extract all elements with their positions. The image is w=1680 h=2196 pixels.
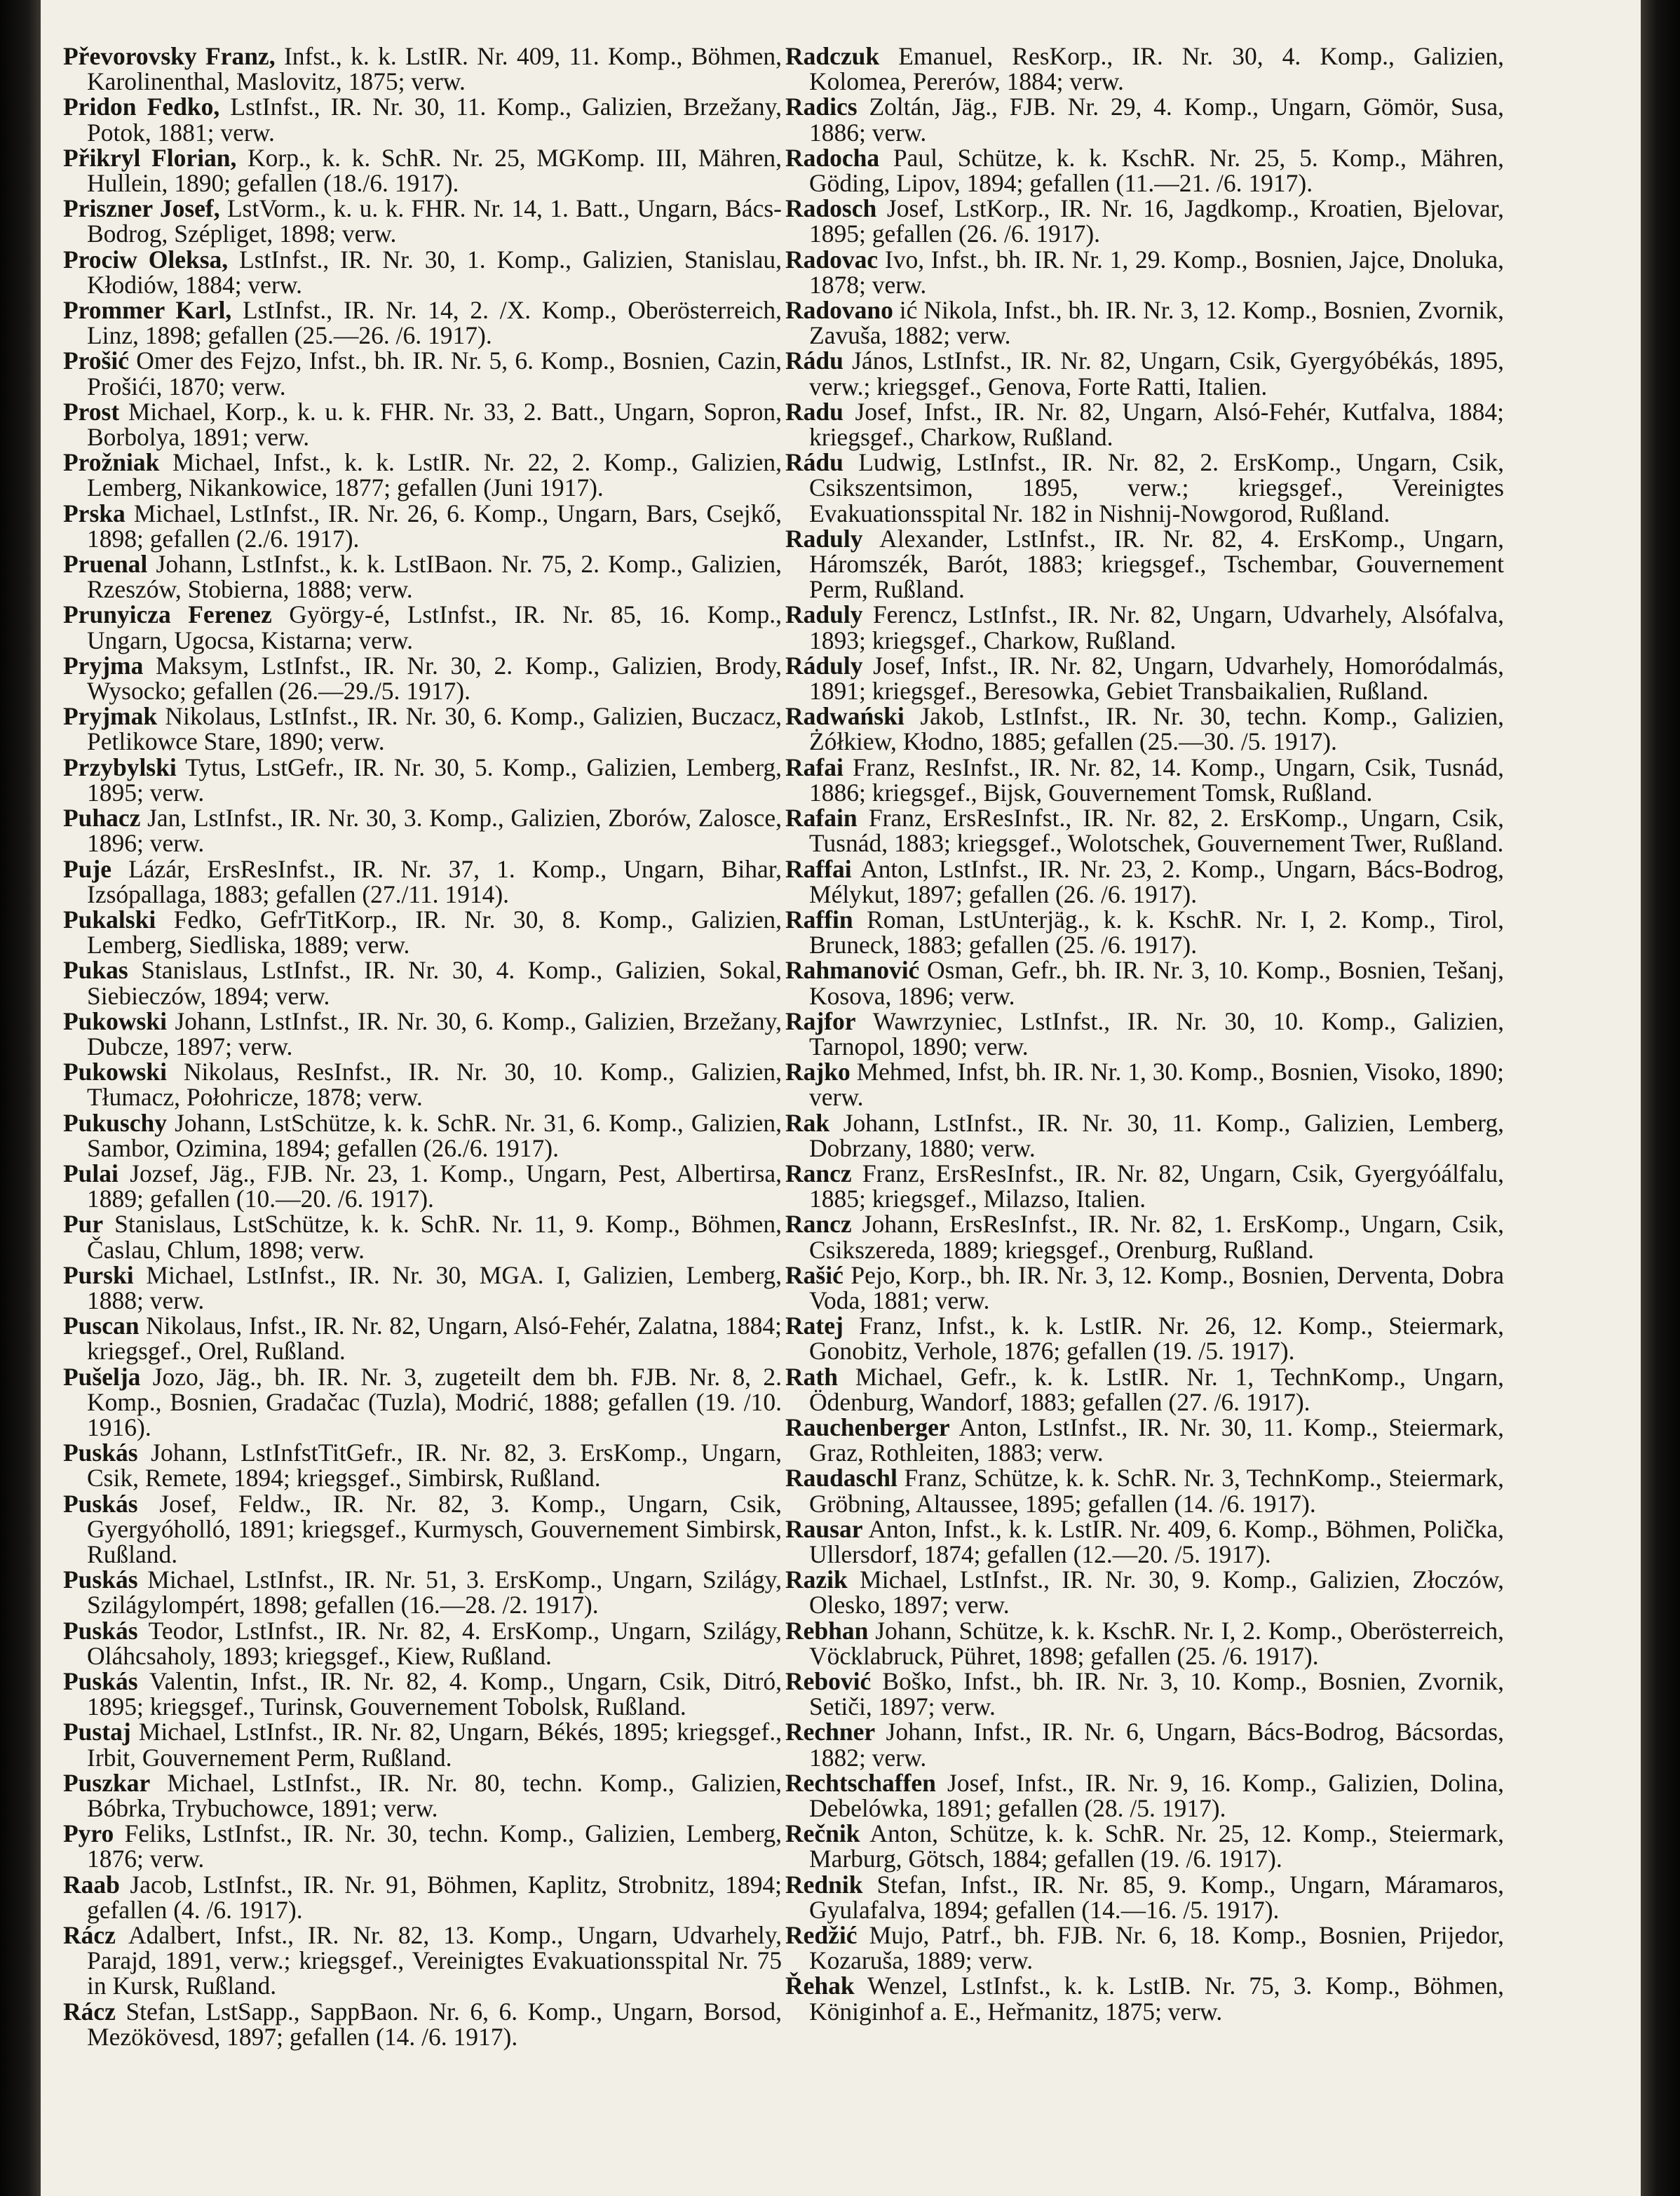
casualty-entry bbox=[785, 43, 1504, 94]
entry-surname: Puje bbox=[63, 854, 112, 883]
entry-details: Franz, Infst., k. k. LstIR. Nr. 26, 12. Komp., Steiermark, Gonobitz, Verhole, 1876; gefallen (19. /5. 1917). bbox=[809, 1312, 1504, 1366]
entry-details: Wenzel, LstInfst., k. k. LstIB. Nr. 75, 3. Komp., Böhmen, Königinhof a. E., Heřmanitz, 1875; verw. bbox=[809, 1972, 1504, 2026]
casualty-entry bbox=[785, 1415, 1504, 1465]
casualty-entry bbox=[785, 1516, 1504, 1567]
entry-surname: Prunyicza Ferenez bbox=[63, 600, 272, 629]
entry-details: Michael, Infst., k. k. LstIR. Nr. 22, 2. Komp., Galizien, Lemberg, Nikankowice, 1877; gefallen (Juni 1917). bbox=[87, 448, 782, 502]
entry-details: Infst., k. k. LstIR. Nr. 409, 11. Komp., Böhmen, Karolinenthal, Maslovitz, 1875; verw. bbox=[87, 42, 782, 96]
entry-surname: Rath bbox=[785, 1362, 838, 1391]
casualty-entry bbox=[63, 1439, 783, 1493]
casualty-entry bbox=[63, 1059, 782, 1110]
casualty-entry bbox=[785, 805, 1504, 856]
entry-details: Omer des Fejzo, Infst., bh. IR. Nr. 5, 6. Komp., Bosnien, Cazin, Prošići, 1870; verw. bbox=[87, 346, 783, 400]
right-column bbox=[785, 43, 1504, 2024]
entry-surname: Prska bbox=[63, 499, 126, 527]
entry-surname: Prociw Oleksa, bbox=[63, 245, 229, 274]
entry-surname: Rajfor bbox=[785, 1006, 856, 1035]
casualty-entry bbox=[785, 297, 1504, 348]
entry-details: Valentin, Infst., IR. Nr. 82, 4. Komp., Ungarn, Csik, Ditró, 1895; kriegsgef., Turinsk, Gouvernement Tobolsk, Rußland. bbox=[87, 1667, 782, 1721]
casualty-entry bbox=[785, 703, 1504, 754]
entry-details: Johann, Schütze, k. k. KschR. Nr. I, 2. Komp., Oberösterreich, Vöcklabruck, Pühret, 1898; gefallen (25. /6. 1917). bbox=[809, 1616, 1505, 1670]
entry-surname: Raduly bbox=[785, 524, 863, 553]
entry-details: Michael, LstInfst., IR. Nr. 30, 9. Komp., Galizien, Złoczów, Olesko, 1897; verw. bbox=[809, 1565, 1505, 1619]
entry-details: Stefan, LstSapp., SappBaon. Nr. 6, 6. Komp., Ungarn, Borsod, Mezökövesd, 1897; gefallen (14. /6. 1917). bbox=[87, 1997, 782, 2051]
entry-surname: Radosch bbox=[785, 194, 877, 223]
entry-surname: Rausar bbox=[785, 1514, 863, 1543]
entry-details: Josef, Feldw., IR. Nr. 82, 3. Komp., Ungarn, Csik, Gyergyóholló, 1891; kriegsgef., Kurmysch, Gouvernement Simbirsk, Rußland. bbox=[87, 1489, 782, 1568]
entry-details: Ferencz, LstInfst., IR. Nr. 82, Ungarn, Udvarhely, Alsófalva, 1893; kriegsgef., Charkow, Rußland. bbox=[809, 600, 1505, 654]
entry-surname: Raffin bbox=[785, 905, 853, 934]
entry-details: Nikolaus, LstInfst., IR. Nr. 30, 6. Komp., Galizien, Buczacz, Petlikowce Stare, 1890; verw. bbox=[87, 702, 783, 756]
entry-surname: Pridon Fedko, bbox=[63, 93, 220, 121]
casualty-entry bbox=[785, 399, 1504, 450]
entry-details: Johann, LstInfst., k. k. LstIBaon. Nr. 75, 2. Komp., Galizien, Rzeszów, Stobierna, 1888; verw. bbox=[87, 550, 783, 604]
casualty-entry bbox=[63, 93, 782, 147]
casualty-entry bbox=[63, 1312, 782, 1366]
casualty-entry bbox=[63, 247, 782, 297]
entry-surname: Ráduly bbox=[785, 651, 863, 680]
casualty-entry bbox=[63, 145, 782, 196]
casualty-entry bbox=[785, 1364, 1504, 1415]
entry-surname: Rafain bbox=[785, 804, 858, 833]
entry-surname: Rebhan bbox=[785, 1616, 869, 1645]
casualty-entry bbox=[785, 348, 1504, 398]
casualty-entry bbox=[63, 1999, 782, 2049]
casualty-entry bbox=[785, 651, 1504, 706]
entry-details: Michael, LstInfst., IR. Nr. 51, 3. ErsKomp., Ungarn, Szilágy, Szilágylompért, 1898; gefallen (16.—28. /2. 1917). bbox=[87, 1565, 783, 1619]
entry-details: Ludwig, LstInfst., IR. Nr. 82, 2. ErsKomp., Ungarn, Csik, Csikszentsimon, 1895, verw.; kriegsgef., Vereinigtes Evakuationsspital Nr. 182 in Nishnij-Nowgorod, Rußland. bbox=[809, 448, 1505, 527]
casualty-entry bbox=[63, 1922, 782, 1999]
entry-details: Boško, Infst., bh. IR. Nr. 3, 10. Komp., Bosnien, Zvornik, Setiči, 1897; verw. bbox=[809, 1667, 1504, 1721]
entry-details: Johann, ErsResInfst., IR. Nr. 82, 1. ErsKomp., Ungarn, Csik, Csikszereda, 1889; kriegsgef., Orenburg, Rußland. bbox=[809, 1210, 1505, 1264]
casualty-entry bbox=[63, 957, 782, 1008]
casualty-entry bbox=[785, 93, 1504, 147]
casualty-entry bbox=[63, 1006, 782, 1060]
entry-surname: Rácz bbox=[63, 1921, 116, 1950]
entry-details: Alexander, LstInfst., IR. Nr. 82, 4. ErsKomp., Ungarn, Háromszék, Barót, 1883; kriegsgef., Tschembar, Gouvernement Perm, Rußland. bbox=[809, 524, 1504, 604]
entry-details: Paul, Schütze, k. k. KschR. Nr. 25, 5. Komp., Mähren, Göding, Lipov, 1894; gefallen (11.—21. /6. 1917). bbox=[809, 143, 1505, 198]
casualty-entry bbox=[785, 526, 1504, 602]
entry-details: Anton, LstInfst., IR. Nr. 23, 2. Komp., Ungarn, Bács-Bodrog, Mélykut, 1897; gefallen (26. /6. 1917). bbox=[809, 854, 1504, 908]
entry-surname: Pryjmak bbox=[63, 702, 158, 731]
entry-surname: Puskás bbox=[63, 1667, 138, 1695]
entry-details: Wawrzyniec, LstInfst., IR. Nr. 30, 10. Komp., Galizien, Tarnopol, 1890; verw. bbox=[809, 1006, 1505, 1060]
entry-surname: Rancz bbox=[785, 1159, 852, 1187]
entry-surname: Puhacz bbox=[63, 804, 141, 833]
casualty-entry bbox=[785, 957, 1504, 1008]
entry-details: Josef, Infst., IR. Nr. 82, Ungarn, Udvarhely, Homoródalmás, 1891; kriegsgef., Beresowka, Gebiet Transbaikalien, Rußland. bbox=[809, 651, 1504, 706]
entry-surname: Rafai bbox=[785, 753, 844, 781]
entry-surname: Převorovsky Franz, bbox=[63, 42, 276, 70]
entry-details: Mehmed, Infst, bh. IR. Nr. 1, 30. Komp., Bosnien, Visoko, 1890; verw. bbox=[809, 1058, 1505, 1112]
casualty-entry bbox=[63, 907, 782, 957]
casualty-entry bbox=[63, 1567, 782, 1617]
entry-surname: Prošić bbox=[63, 346, 129, 375]
casualty-entry bbox=[785, 247, 1504, 297]
entry-details: Johann, LstInfst., IR. Nr. 30, 11. Komp., Galizien, Lemberg, Dobrzany, 1880; verw. bbox=[809, 1108, 1504, 1162]
entry-details: Franz, ErsResInfst., IR. Nr. 82, Ungarn, Csik, Gyergyóálfalu, 1885; kriegsgef., Milazso, Italien. bbox=[809, 1159, 1505, 1213]
entry-surname: Raudaschl bbox=[785, 1464, 897, 1493]
entry-details: Adalbert, Infst., IR. Nr. 82, 13. Komp., Ungarn, Udvarhely, Parajd, 1891, verw.; kriegsgef., Vereinigtes Evakuationsspital Nr. 75 in Kursk, Rußland. bbox=[87, 1921, 783, 2000]
casualty-entry bbox=[63, 399, 782, 450]
entry-surname: Radu bbox=[785, 397, 844, 426]
casualty-entry bbox=[785, 907, 1504, 957]
entry-surname: Puskás bbox=[63, 1439, 138, 1467]
entry-details: ić Nikola, Infst., bh. IR. Nr. 3, 12. Komp., Bosnien, Zvornik, Zavuša, 1882; verw. bbox=[809, 296, 1505, 350]
entry-details: Anton, Schütze, k. k. SchR. Nr. 25, 12. Komp., Steiermark, Marburg, Götsch, 1884; gefallen (19. /6. 1917). bbox=[809, 1819, 1504, 1873]
casualty-entry bbox=[63, 755, 782, 805]
entry-surname: Razik bbox=[785, 1565, 848, 1594]
casualty-entry bbox=[63, 1821, 782, 1871]
casualty-entry bbox=[63, 703, 782, 754]
entry-details: Feliks, LstInfst., IR. Nr. 30, techn. Komp., Galizien, Lemberg, 1876; verw. bbox=[87, 1819, 783, 1873]
entry-details: György-é, LstInfst., IR. Nr. 85, 16. Komp., Ungarn, Ugocsa, Kistarna; verw. bbox=[87, 600, 783, 654]
casualty-entry bbox=[785, 1059, 1504, 1110]
entry-details: Johann, LstSchütze, k. k. SchR. Nr. 31, 6. Komp., Galizien, Sambor, Ozimina, 1894; gefallen (26./6. 1917). bbox=[87, 1108, 782, 1162]
entry-surname: Rádu bbox=[785, 346, 844, 375]
entry-surname: Pukalski bbox=[63, 905, 156, 934]
casualty-entry bbox=[63, 1719, 782, 1770]
entry-details: Jozsef, Jäg., FJB. Nr. 23, 1. Komp., Ungarn, Pest, Albertirsa, 1889; gefallen (10.—20. /6. 1917). bbox=[87, 1159, 782, 1213]
entry-surname: Rak bbox=[785, 1108, 830, 1137]
entry-details: Stanislaus, LstInfst., IR. Nr. 30, 4. Komp., Galizien, Sokal, Siebieczów, 1894; verw. bbox=[87, 956, 783, 1010]
entry-details: Korp., k. k. SchR. Nr. 25, MGKomp. III, Mähren, Hullein, 1890; gefallen (18./6. 1917). bbox=[87, 143, 782, 198]
entry-surname: Raab bbox=[63, 1870, 120, 1899]
entry-surname: Pustaj bbox=[63, 1718, 131, 1746]
casualty-entry bbox=[63, 43, 782, 94]
entry-surname: Rečnik bbox=[785, 1819, 860, 1848]
entry-details: Josef, Infst., IR. Nr. 82, Ungarn, Alsó-Fehér, Kutfalva, 1884; kriegsgef., Charkow, Rußland. bbox=[809, 397, 1504, 452]
entry-details: LstInfst., IR. Nr. 30, 11. Komp., Galizien, Brzežany, Potok, 1881; verw. bbox=[87, 93, 782, 147]
entry-details: Johann, LstInfstTitGefr., IR. Nr. 82, 3. ErsKomp., Ungarn, Csik, Remete, 1894; kriegsgef., Simbirsk, Rußland. bbox=[87, 1439, 783, 1493]
entry-surname: Raffai bbox=[785, 854, 852, 883]
entry-details: Anton, LstInfst., IR. Nr. 30, 11. Komp., Steiermark, Graz, Rothleiten, 1883; verw. bbox=[809, 1413, 1504, 1467]
entry-details: Mujo, Patrf., bh. FJB. Nr. 6, 18. Komp., Bosnien, Prijedor, Kozaruša, 1889; verw. bbox=[809, 1921, 1505, 1975]
entry-details: Michael, LstInfst., IR. Nr. 82, Ungarn, Békés, 1895; kriegsgef., Irbit, Gouvernement Perm, Rußland. bbox=[87, 1718, 783, 1772]
entry-surname: Priszner Josef, bbox=[63, 194, 220, 223]
casualty-entry bbox=[63, 651, 782, 706]
entry-surname: Puskás bbox=[63, 1565, 138, 1594]
casualty-entry bbox=[63, 856, 782, 907]
entry-surname: Redžić bbox=[785, 1921, 858, 1950]
casualty-entry bbox=[785, 1669, 1504, 1719]
entry-surname: Puscan bbox=[63, 1312, 140, 1340]
casualty-entry bbox=[63, 450, 782, 500]
entry-surname: Pur bbox=[63, 1210, 104, 1239]
casualty-entry bbox=[63, 297, 782, 348]
entry-surname: Pukuschy bbox=[63, 1108, 167, 1137]
entry-details: LstInfst., IR. Nr. 14, 2. /X. Komp., Oberösterreich, Linz, 1898; gefallen (25.—26. /6. 1917). bbox=[87, 296, 782, 350]
casualty-entry bbox=[785, 1110, 1504, 1161]
entry-surname: Rácz bbox=[63, 1997, 116, 2026]
entry-surname: Prožniak bbox=[63, 448, 160, 477]
entry-details: Zoltán, Jäg., FJB. Nr. 29, 4. Komp., Ungarn, Gömör, Susa, 1886; verw. bbox=[809, 93, 1504, 147]
entry-details: Jakob, LstInfst., IR. Nr. 30, techn. Komp., Galizien, Żółkiew, Kłodno, 1885; gefallen (25.—30. /5. 1917). bbox=[809, 702, 1504, 756]
entry-surname: Rajko bbox=[785, 1058, 851, 1086]
entry-surname: Puskás bbox=[63, 1489, 138, 1518]
casualty-entry bbox=[63, 551, 782, 602]
entry-surname: Ratej bbox=[785, 1312, 844, 1340]
entry-details: Lázár, ErsResInfst., IR. Nr. 37, 1. Komp., Ungarn, Bihar, Izsópallaga, 1883; gefallen (27./11. 1914). bbox=[87, 854, 783, 908]
casualty-entry bbox=[785, 1618, 1504, 1669]
entry-surname: Puskás bbox=[63, 1616, 138, 1645]
entry-details: Michael, LstInfst., IR. Nr. 80, techn. Komp., Galizien, Bóbrka, Trybuchowce, 1891; verw. bbox=[87, 1768, 782, 1823]
casualty-entry bbox=[63, 196, 782, 246]
entry-surname: Radczuk bbox=[785, 42, 880, 70]
casualty-entry bbox=[63, 602, 782, 652]
entry-details: Osman, Gefr., bh. IR. Nr. 3, 10. Komp., Bosnien, Tešanj, Kosova, 1896; verw. bbox=[809, 956, 1504, 1010]
entry-surname: Rancz bbox=[785, 1210, 852, 1239]
casualty-entry bbox=[785, 1567, 1504, 1617]
casualty-entry bbox=[785, 856, 1504, 907]
casualty-entry bbox=[785, 1312, 1504, 1366]
casualty-entry bbox=[785, 1972, 1504, 2026]
casualty-entry bbox=[785, 196, 1504, 246]
casualty-entry bbox=[785, 1465, 1504, 1516]
entry-details: Franz, Schütze, k. k. SchR. Nr. 3, TechnKomp., Steiermark, Gröbning, Altaussee, 1895; gefallen (14. /6. 1917). bbox=[809, 1464, 1504, 1518]
entry-surname: Radwański bbox=[785, 702, 905, 731]
casualty-entry bbox=[785, 1211, 1504, 1262]
casualty-entry bbox=[63, 805, 782, 856]
entry-details: Johann, LstInfst., IR. Nr. 30, 6. Komp., Galizien, Brzežany, Dubcze, 1897; verw. bbox=[87, 1006, 782, 1060]
entry-surname: Prommer Karl, bbox=[63, 296, 232, 325]
entry-surname: Rahmanović bbox=[785, 956, 920, 985]
entry-surname: Rauchenberger bbox=[785, 1413, 950, 1441]
entry-details: Ivo, Infst., bh. IR. Nr. 1, 29. Komp., Bosnien, Jajce, Dnoluka, 1878; verw. bbox=[809, 245, 1504, 299]
entry-surname: Pukas bbox=[63, 956, 128, 985]
entry-surname: Rebović bbox=[785, 1667, 872, 1695]
casualty-entry bbox=[785, 450, 1504, 526]
entry-surname: Rechner bbox=[785, 1718, 876, 1746]
casualty-entry bbox=[785, 1719, 1504, 1770]
entry-surname: Radics bbox=[785, 93, 858, 121]
entry-surname: Pruenal bbox=[63, 550, 148, 579]
casualty-entry bbox=[785, 1262, 1504, 1313]
casualty-entry bbox=[785, 145, 1504, 196]
entry-surname: Pulai bbox=[63, 1159, 118, 1187]
casualty-entry bbox=[785, 755, 1504, 805]
document-page bbox=[41, 0, 1641, 2196]
casualty-entry bbox=[63, 501, 782, 551]
casualty-entry bbox=[785, 1922, 1504, 1973]
casualty-entry bbox=[785, 1821, 1504, 1871]
casualty-entry bbox=[63, 1161, 782, 1211]
entry-details: Josef, LstKorp., IR. Nr. 16, Jagdkomp., Kroatien, Bjelovar, 1895; gefallen (26. /6. 1917). bbox=[809, 194, 1505, 248]
entry-details: Anton, Infst., k. k. LstIR. Nr. 409, 6. Komp., Böhmen, Polička, Ullersdorf, 1874; gefallen (12.—20. /5. 1917). bbox=[809, 1514, 1505, 1568]
entry-surname: Radocha bbox=[785, 143, 880, 172]
casualty-entry bbox=[785, 1770, 1504, 1821]
entry-surname: Rašić bbox=[785, 1260, 844, 1289]
casualty-entry bbox=[785, 1006, 1505, 1060]
entry-details: Jan, LstInfst., IR. Nr. 30, 3. Komp., Galizien, Zborów, Zalosce, 1896; verw. bbox=[87, 804, 783, 858]
entry-details: Michael, LstInfst., IR. Nr. 30, MGA. I, Galizien, Lemberg, 1888; verw. bbox=[87, 1260, 782, 1314]
casualty-entry bbox=[63, 1872, 782, 1922]
entry-details: Michael, Korp., k. u. k. FHR. Nr. 33, 2. Batt., Ungarn, Sopron, Borbolya, 1891; verw. bbox=[87, 397, 782, 452]
entry-details: Johann, Infst., IR. Nr. 6, Ungarn, Bács-Bodrog, Bácsordas, 1882; verw. bbox=[809, 1718, 1504, 1772]
casualty-entry bbox=[63, 1770, 782, 1821]
entry-surname: Raduly bbox=[785, 600, 863, 629]
casualty-entry bbox=[63, 1262, 782, 1313]
casualty-entry bbox=[63, 1669, 782, 1719]
entry-details: Fedko, GefrTitKorp., IR. Nr. 30, 8. Komp., Galizien, Lemberg, Siedliska, 1889; verw. bbox=[87, 905, 782, 959]
casualty-entry bbox=[785, 1872, 1504, 1922]
entry-details: LstInfst., IR. Nr. 30, 1. Komp., Galizien, Stanislau, Kłodiów, 1884; verw. bbox=[87, 245, 783, 299]
entry-surname: Rednik bbox=[785, 1870, 863, 1899]
entry-surname: Pušelja bbox=[63, 1362, 141, 1391]
entry-details: Franz, ResInfst., IR. Nr. 82, 14. Komp., Ungarn, Csik, Tusnád, 1886; kriegsgef., Bijsk, Gouvernement Tomsk, Rußland. bbox=[809, 753, 1505, 807]
entry-details: Jozo, Jäg., bh. IR. Nr. 3, zugeteilt dem bh. FJB. Nr. 8, 2. Komp., Bosnien, Gradačac (Tuzla), Modrić, 1888; gefallen (19. /10. 1916). bbox=[87, 1362, 782, 1441]
left-column bbox=[63, 43, 782, 2049]
entry-surname: Radovano bbox=[785, 296, 893, 325]
entry-details: Nikolaus, Infst., IR. Nr. 82, Ungarn, Alsó-Fehér, Zalatna, 1884; kriegsgef., Orel, Rußland. bbox=[87, 1312, 782, 1366]
casualty-entry bbox=[63, 348, 782, 398]
entry-surname: Purski bbox=[63, 1260, 134, 1289]
entry-details: Emanuel, ResKorp., IR. Nr. 30, 4. Komp., Galizien, Kolomea, Pererów, 1884; verw. bbox=[809, 42, 1504, 96]
entry-details: Pejo, Korp., bh. IR. Nr. 3, 12. Komp., Bosnien, Derventa, Dobra Voda, 1881; verw. bbox=[809, 1260, 1505, 1314]
entry-surname: Pyro bbox=[63, 1819, 114, 1848]
casualty-entry bbox=[63, 1211, 782, 1262]
entry-surname: Přikryl Florian, bbox=[63, 143, 237, 172]
entry-details: Teodor, LstInfst., IR. Nr. 82, 4. ErsKomp., Ungarn, Szilágy, Oláhcsaholy, 1893; kriegsgef., Kiew, Rußland. bbox=[87, 1616, 783, 1670]
scan-edge-left bbox=[0, 0, 41, 2196]
entry-surname: Przybylski bbox=[63, 753, 177, 781]
entry-details: Maksym, LstInfst., IR. Nr. 30, 2. Komp., Galizien, Brody, Wysocko; gefallen (26.—29./5. 1917). bbox=[87, 651, 782, 706]
entry-details: Franz, ErsResInfst., IR. Nr. 82, 2. ErsKomp., Ungarn, Csik, Tusnád, 1883; kriegsgef., Wolotschek, Gouvernement Twer, Rußland. bbox=[809, 804, 1505, 858]
entry-surname: Prost bbox=[63, 397, 120, 426]
entry-surname: Radovac bbox=[785, 245, 879, 274]
entry-surname: Rechtschaffen bbox=[785, 1768, 936, 1797]
entry-surname: Řehak bbox=[785, 1972, 855, 2000]
casualty-entry bbox=[63, 1491, 782, 1568]
casualty-entry bbox=[63, 1618, 782, 1669]
entry-surname: Puszkar bbox=[63, 1768, 151, 1797]
entry-surname: Pryjma bbox=[63, 651, 144, 680]
entry-details: János, LstInfst., IR. Nr. 82, Ungarn, Csik, Gyergyóbékás, 1895, verw.; kriegsgef., Genova, Forte Ratti, Italien. bbox=[809, 346, 1505, 400]
entry-details: Jacob, LstInfst., IR. Nr. 91, Böhmen, Kaplitz, Strobnitz, 1894; gefallen (4. /6. 1917). bbox=[87, 1870, 783, 1924]
entry-details: Tytus, LstGefr., IR. Nr. 30, 5. Komp., Galizien, Lemberg, 1895; verw. bbox=[87, 753, 782, 807]
entry-details: Michael, LstInfst., IR. Nr. 26, 6. Komp., Ungarn, Bars, Csejkő, 1898; gefallen (2./6. 1917). bbox=[87, 499, 782, 553]
entry-details: Nikolaus, ResInfst., IR. Nr. 30, 10. Komp., Galizien, Tłumacz, Połohricze, 1878; verw. bbox=[87, 1058, 782, 1112]
entry-surname: Rádu bbox=[785, 448, 844, 477]
entry-details: Stanislaus, LstSchütze, k. k. SchR. Nr. 11, 9. Komp., Böhmen, Časlau, Chlum, 1898; verw. bbox=[87, 1210, 783, 1264]
casualty-entry bbox=[785, 602, 1504, 652]
entry-surname: Pukowski bbox=[63, 1058, 167, 1086]
entry-details: Josef, Infst., IR. Nr. 9, 16. Komp., Galizien, Dolina, Debelówka, 1891; gefallen (28. /5. 1917). bbox=[809, 1768, 1504, 1823]
entry-details: Roman, LstUnterjäg., k. k. KschR. Nr. I, 2. Komp., Tirol, Bruneck, 1883; gefallen (25. /6. 1917). bbox=[809, 905, 1504, 959]
casualty-entry bbox=[63, 1364, 782, 1441]
casualty-entry bbox=[63, 1110, 782, 1161]
entry-surname: Pukowski bbox=[63, 1006, 167, 1035]
entry-details: LstVorm., k. u. k. FHR. Nr. 14, 1. Batt., Ungarn, Bács-Bodrog, Szépliget, 1898; verw. bbox=[87, 194, 782, 248]
scan-edge-right bbox=[1641, 0, 1680, 2196]
entry-details: Stefan, Infst., IR. Nr. 85, 9. Komp., Ungarn, Máramaros, Gyulafalva, 1894; gefallen (14.—16. /5. 1917). bbox=[809, 1870, 1504, 1924]
entry-details: Michael, Gefr., k. k. LstIR. Nr. 1, TechnKomp., Ungarn, Ödenburg, Wandorf, 1883; gefallen (27. /6. 1917). bbox=[809, 1362, 1505, 1416]
casualty-entry bbox=[785, 1161, 1504, 1211]
